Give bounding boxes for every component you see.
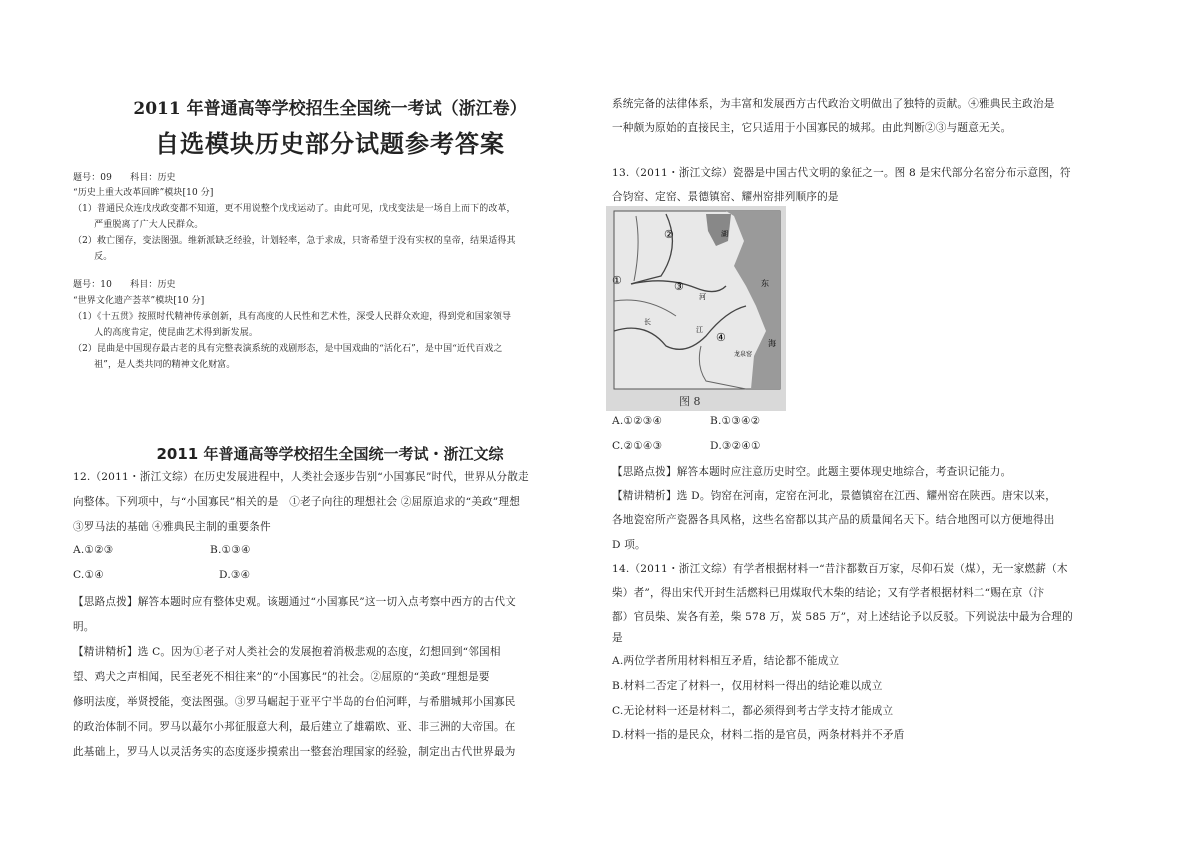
q13-analysis: 【精讲精析】选 D。钧窑在河南，定窑在河北，景德镇窑在江西、耀州窑在陕西。唐宋以来， <box>612 490 1057 502</box>
song-kilns-map <box>606 206 786 411</box>
q13-analysis: 各地瓷窑所产瓷器各具风格，这些名窑都以其产品的质量闻名天下。结合地图可以方便地得出 <box>612 514 1055 526</box>
answer-10-line: （1）《十五贯》按照时代精神传承创新，具有高度的人民性和艺术性，深受人民群众欢迎，得到党和国家领导 <box>73 312 512 322</box>
map-label-sea: 海 <box>768 339 776 348</box>
q12-stem: ③罗马法的基础 ④雅典民主制的重要条件 <box>73 521 271 533</box>
q12-analysis: 【精讲精析】选 C。因为①老子对人类社会的发展抱着消极悲观的态度，幻想回到“邻国相 <box>73 646 501 658</box>
exam-title: 2011 年普通高等学校招生全国统一考试・浙江文综 <box>156 445 504 463</box>
q14-stem: 都）官员柴、炭各有差，柴 578 万，炭 585 万”，对上述结论予以反驳。下列说法中最为合理的 <box>612 611 1073 623</box>
q12-hint: 【思路点拨】解答本题时应有整体史观。该题通过“小国寡民”这一切入点考察中西方的古代文 <box>73 596 516 608</box>
answer-10-line: 祖”，是人类共同的精神文化财富。 <box>73 360 236 370</box>
answer-10-line: 人的高度肯定，使昆曲艺术得到新发展。 <box>73 328 258 338</box>
q12-analysis: 一种颇为原始的直接民主，它只适用于小国寡民的城邦。由此判断②③与题意无关。 <box>612 122 1012 134</box>
q13-option-b: B.①③④② <box>710 415 761 427</box>
q13-option-a: A.①②③④ <box>612 415 663 427</box>
q14-option-c: C.无论材料一还是材料二，都必须得到考古学支持才能成立 <box>612 705 894 717</box>
q12-analysis: 系统完备的法律体系，为丰富和发展西方古代政治文明做出了独特的贡献。④雅典民主政治是 <box>612 98 1055 110</box>
answer-09-meta: 题号：09 科目：历史 <box>73 173 176 183</box>
q12-analysis: 的政治体制不同。罗马以蕞尔小邦征服意大利，最后建立了雄霸欧、亚、非三洲的大帝国。在 <box>73 721 516 733</box>
q14-stem: 柴）者”，得出宋代开封生活燃料已用煤取代木柴的结论；又有学者根据材料二“赐在京（汴 <box>612 587 1045 599</box>
map-label-chang: 长 <box>644 318 651 326</box>
answer-10-module: “世界文化遗产荟萃”模块[10 分] <box>73 296 205 306</box>
answer-10-line: （2）昆曲是中国现存最古老的具有完整表演系统的戏剧形态，是中国戏曲的“活化石”，是中国“近代百戏之 <box>73 344 503 354</box>
doc-title: 2011 年普通高等学校招生全国统一考试（浙江卷） <box>133 99 527 119</box>
marker-3: ③ <box>674 280 684 293</box>
q13-stem: 合钧窑、定窑、景德镇窑、耀州窑排列顺序的是 <box>612 191 839 203</box>
q13-analysis: D 项。 <box>612 539 646 551</box>
q13-option-d: D.③②④① <box>710 440 761 452</box>
answer-09-module: “历史上重大改革回眸”模块[10 分] <box>73 188 214 198</box>
q12-hint: 明。 <box>73 621 95 633</box>
map-label-jiang: 江 <box>696 326 703 334</box>
map-label-river: 河 <box>699 293 706 301</box>
marker-4: ④ <box>716 331 726 344</box>
marker-2: ② <box>664 228 674 241</box>
q14-stem: 14.（2011・浙江文综）有学者根据材料一“昔汴都数百万家，尽仰石炭（煤），无一家燃薪（木 <box>612 563 1068 575</box>
q12-analysis: 此基础上，罗马人以灵活务实的态度逐步摸索出一整套治理国家的经验，制定出古代世界最为 <box>73 746 516 758</box>
q12-option-b: B.①③④ <box>210 544 251 556</box>
map-label-kiln: 龙泉窑 <box>734 351 753 358</box>
q12-stem: 12.（2011・浙江文综）在历史发展进程中，人类社会逐步告别“小国寡民”时代，世界从分散走 <box>73 471 529 483</box>
q14-option-b: B.材料二否定了材料一，仅用材料一得出的结论难以成立 <box>612 680 883 692</box>
answer-09-line: （2）救亡图存，变法图强。维新派缺乏经验，计划轻率，急于求成，只寄希望于没有实权的皇帝，结果适得其 <box>73 236 516 246</box>
map-label-lake: 湖 <box>721 230 728 238</box>
map-caption: 图 8 <box>679 395 701 408</box>
answer-09-line: 反。 <box>73 252 113 262</box>
q12-analysis: 望、鸡犬之声相闻，民至老死不相往来”的“小国寡民”的社会。②屈原的“美政”理想是要 <box>73 671 490 683</box>
q13-hint: 【思路点拨】解答本题时应注意历史时空。此题主要体现史地综合，考查识记能力。 <box>612 466 1012 478</box>
q12-analysis: 修明法度，举贤授能，变法图强。③罗马崛起于亚平宁半岛的台伯河畔，与希腊城邦小国寡民 <box>73 696 516 708</box>
q12-stem: 向整体。下列项中，与“小国寡民”相关的是 ①老子向往的理想社会 ②屈原追求的“美政”理想 <box>73 496 520 508</box>
q12-option-a: A.①②③ <box>73 544 114 556</box>
q13-option-c: C.②①④③ <box>612 440 663 452</box>
answer-10-meta: 题号：10 科目：历史 <box>73 280 176 290</box>
q13-stem: 13.（2011・浙江文综）瓷器是中国古代文明的象征之一。图 8 是宋代部分名窑分布示意图，符 <box>612 167 1071 179</box>
q14-option-a: A.两位学者所用材料相互矛盾，结论都不能成立 <box>612 655 840 667</box>
q14-stem: 是 <box>612 632 623 644</box>
q12-option-d: D.③④ <box>219 569 251 581</box>
marker-1: ① <box>612 274 622 287</box>
q14-option-d: D.材料一指的是民众，材料二指的是官员，两条材料并不矛盾 <box>612 729 905 741</box>
map-label-east: 东 <box>761 279 769 288</box>
q12-option-c: C.①④ <box>73 569 104 581</box>
answer-09-line: 严重脱离了广大人民群众。 <box>73 220 204 230</box>
doc-subtitle: 自选模块历史部分试题参考答案 <box>155 130 505 158</box>
answer-09-line: （1）普通民众连戊戌政变都不知道，更不用说整个戊戌运动了。由此可见，戊戌变法是一场自上而下的改革， <box>73 204 516 214</box>
